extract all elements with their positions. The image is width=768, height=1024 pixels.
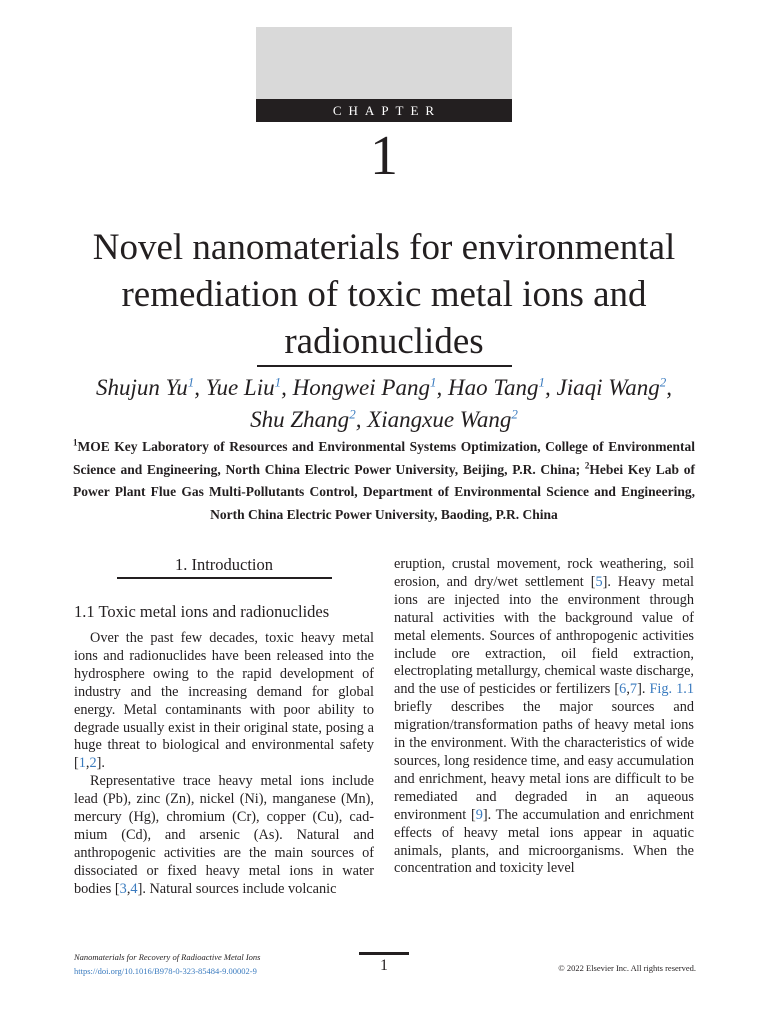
paragraph-text: Representative trace heavy metal ions include lead (Pb), zinc (Zn), nickel (Ni), manganese (Mn), mercury (Hg), chromium (Cr), copper (Cu), cadmium (Cd), and arsenic (As). Natural and anthropogenic activities are the main sources of dissociated or fixed heavy metal ions in water bodies [ — [74, 773, 374, 897]
author-affiliation-mark[interactable]: 1 — [274, 374, 282, 390]
paragraph-text: eruption, crustal movement, rock weathering, soil erosion, and dry/wet settlement [ — [394, 556, 694, 590]
paragraph-text: ]. The accumulation and enrichment effects of heavy metal ions appear in aquatic animals, plants, and microorganisms. When the concentration and toxicity level — [394, 806, 694, 877]
author-name: Shujun Yu — [95, 375, 188, 400]
subsection-heading: 1.1 Toxic metal ions and radionuclides — [74, 602, 330, 621]
body-column-right — [394, 556, 694, 878]
affiliation-text: Hebei Key Lab of Power Plant Flue Gas Multi-Pollutants Control, Department of Environmental Science and Engineering, North China Electric Power University, Baoding, P.R. China — [73, 461, 695, 522]
chapter-number: 1 — [370, 125, 398, 187]
title-divider — [257, 365, 512, 367]
citation-separator: , — [85, 755, 90, 772]
author-affiliation-mark[interactable]: 2 — [659, 374, 667, 390]
affiliation-text: MOE Key Laboratory of Resources and Environmental Systems Optimization, College of Environmental Science and Engineering, North China Electric Power University, Beijing, P.R. China; — [73, 439, 695, 477]
paragraph-text: briefly describes the major sources and migration/transformation paths of heavy metal ions in the environment. With the characteristics of wide sources, long residence time, and easy accumulation and enrichment, heavy metal ions are difficult to be remediated and degraded in an aqueous environment [ — [394, 699, 694, 823]
figure-link[interactable]: Fig. 1.1 — [649, 681, 694, 698]
author-name: Shu Zhang — [250, 407, 350, 432]
paragraph-text: ]. Heavy metal ions are injected into the environment through natural activities with the background value of metal elements. Sources of anthropogenic activities include ore extraction, oil field extraction, electroplating metallurgy, chemical waste discharge, and the use of pesticides or fertilizers [ — [394, 573, 694, 698]
citation-link[interactable]: 1 — [78, 755, 86, 772]
paragraph — [394, 556, 694, 878]
affiliation-mark: 1 — [73, 437, 78, 448]
author-affiliation-mark[interactable]: 1 — [538, 374, 545, 390]
chapter-title: Novel nanomaterials for environmental remediation of toxic metal ions and radionuclides — [92, 227, 676, 362]
copyright: © 2022 Elsevier Inc. All rights reserved. — [558, 963, 696, 973]
affiliation-mark: 2 — [584, 460, 590, 470]
citation-link[interactable]: 9 — [475, 806, 483, 823]
section-heading: 1. Introduction — [174, 555, 274, 574]
author-name: Jiaqi Wang — [556, 375, 660, 400]
paragraph — [74, 773, 374, 898]
doi-link[interactable]: https://doi.org/10.1016/B978-0-323-85484-9.00002-9 — [74, 966, 257, 976]
citation-separator: , — [126, 880, 131, 897]
paragraph-text: Over the past few decades, toxic heavy metal ions and radionuclides have been released into the hydrosphere owing to the rapid development of industry and the increasing demand for global energy. Metal contaminants with poor ability to degrade usually exist in their original state, posing a huge threat to biological and environmental safety [ — [74, 630, 374, 772]
paragraph-text: ]. — [637, 681, 650, 698]
citation-link[interactable]: 4 — [130, 880, 138, 897]
paragraph-text: ]. — [96, 755, 105, 772]
author-affiliation-mark[interactable]: 2 — [349, 406, 356, 422]
chapter-label: CHAPTER — [256, 99, 512, 122]
affiliations — [73, 436, 695, 526]
author-name: Yue Liu — [205, 375, 275, 400]
book-title: Nanomaterials for Recovery of Radioactive Metal Ions — [74, 952, 261, 962]
author-name: Hao Tang — [447, 375, 539, 400]
author-list: Shujun Yu$^1$, Yue Liu$^1$, Hongwei Pang$^1$, Hao Tang$^1$, Jiaqi Wang$^2$, Shu Zhang$^2$, Xiangxue Wang$^2$ — [95, 374, 673, 432]
paragraph-text: ]. Natural sources include volcanic — [137, 880, 337, 897]
page-number-rule — [359, 952, 409, 955]
body-column-left — [74, 630, 374, 899]
citation-link[interactable]: 7 — [629, 681, 638, 698]
page-number: 1 — [380, 957, 388, 974]
author-name: Hongwei Pang — [292, 375, 430, 400]
footer-source — [74, 950, 261, 978]
author-affiliation-mark[interactable]: 1 — [187, 374, 195, 390]
citation-separator: , — [626, 681, 630, 698]
author-affiliation-mark[interactable]: 2 — [511, 406, 518, 422]
chapter-header-box — [256, 27, 512, 99]
author-name: Xiangxue Wang — [367, 407, 512, 432]
paragraph — [74, 630, 374, 773]
citation-link[interactable]: 5 — [595, 573, 603, 590]
citation-link[interactable]: 3 — [119, 880, 127, 897]
citation-link[interactable]: 6 — [619, 681, 627, 698]
citation-link[interactable]: 2 — [89, 755, 97, 772]
author-affiliation-mark[interactable]: 1 — [429, 374, 437, 390]
section-divider — [117, 577, 332, 579]
